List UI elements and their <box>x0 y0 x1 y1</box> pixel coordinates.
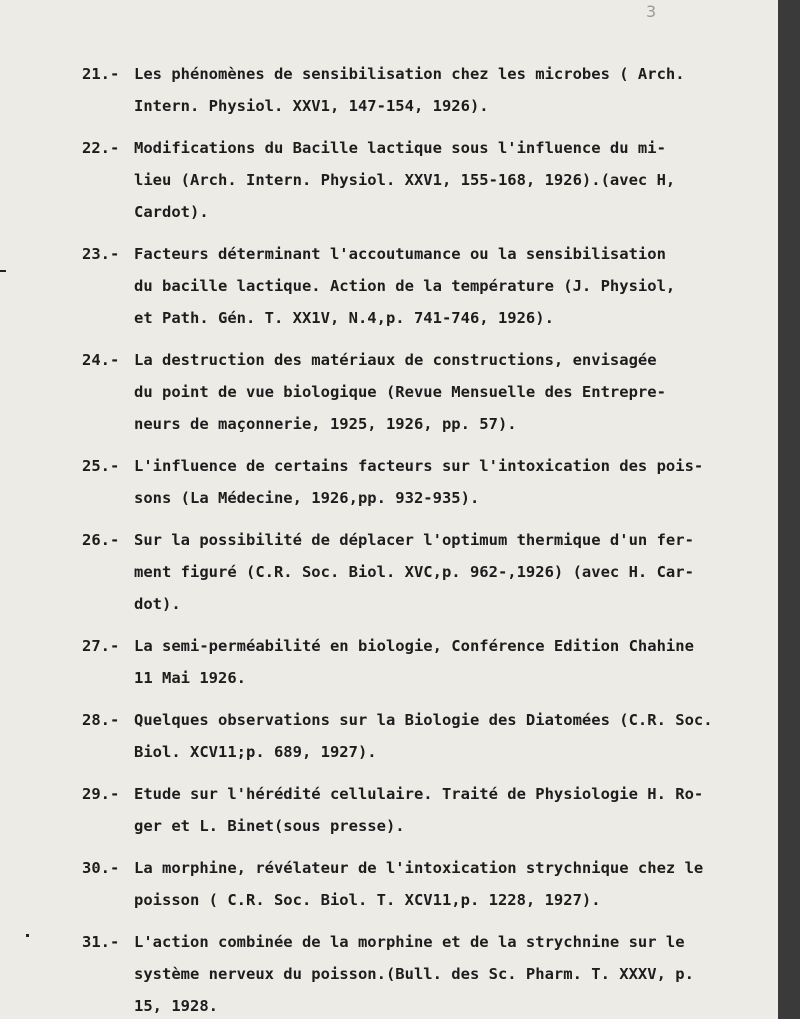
entry-number: 28.- <box>82 711 120 729</box>
entry-number: 29.- <box>82 785 120 803</box>
entry-line: Facteurs déterminant l'accoutumance ou la sensibilisation <box>134 245 666 263</box>
entry-text <box>134 344 774 440</box>
bibliography-entry <box>0 450 778 514</box>
bibliography-entry <box>0 852 778 916</box>
bibliography-entry <box>0 58 778 122</box>
entry-line: du bacille lactique. Action de la température (J. Physiol, <box>134 277 676 295</box>
entry-line: sons (La Médecine, 1926,pp. 932-935). <box>134 489 480 507</box>
entry-text <box>134 852 774 916</box>
bibliography-entry <box>0 238 778 334</box>
entry-number: 25.- <box>82 457 120 475</box>
bibliography-entry <box>0 778 778 842</box>
entry-line: Sur la possibilité de déplacer l'optimum thermique d'un fer- <box>134 531 694 549</box>
entry-number: 31.- <box>82 933 120 951</box>
entry-line: 15, 1928. <box>134 997 218 1015</box>
entry-number: 27.- <box>82 637 120 655</box>
bibliography-entry <box>0 704 778 768</box>
entry-line: L'action combinée de la morphine et de la strychnine sur le <box>134 933 685 951</box>
entry-number: 24.- <box>82 351 120 369</box>
entry-line: La semi-perméabilité en biologie, Conférence Edition Chahine <box>134 637 694 655</box>
entry-number: 23.- <box>82 245 120 263</box>
entry-text <box>134 58 774 122</box>
entry-line: Modifications du Bacille lactique sous l'influence du mi- <box>134 139 666 157</box>
entry-number: 22.- <box>82 139 120 157</box>
entry-line: Biol. XCV11;p. 689, 1927). <box>134 743 377 761</box>
entry-line: ment figuré (C.R. Soc. Biol. XVC,p. 962-,1926) (avec H. Car- <box>134 563 694 581</box>
entry-line: poisson ( C.R. Soc. Biol. T. XCV11,p. 1228, 1927). <box>134 891 601 909</box>
page-number: 3 <box>646 2 657 21</box>
entry-line: lieu (Arch. Intern. Physiol. XXV1, 155-168, 1926).(avec H, <box>134 171 676 189</box>
entry-line: La destruction des matériaux de constructions, envisagée <box>134 351 657 369</box>
entry-line: du point de vue biologique (Revue Mensuelle des Entrepre- <box>134 383 666 401</box>
bibliography-entry <box>0 344 778 440</box>
entry-number: 26.- <box>82 531 120 549</box>
entry-number: 21.- <box>82 65 120 83</box>
entry-line: système nerveux du poisson.(Bull. des Sc. Pharm. T. XXXV, p. <box>134 965 694 983</box>
entry-line: Cardot). <box>134 203 209 221</box>
entry-line: Etude sur l'hérédité cellulaire. Traité de Physiologie H. Ro- <box>134 785 704 803</box>
entry-text <box>134 704 774 768</box>
entry-line: dot). <box>134 595 181 613</box>
entry-text <box>134 132 774 228</box>
entry-number: 30.- <box>82 859 120 877</box>
entry-line: L'influence de certains facteurs sur l'intoxication des pois- <box>134 457 704 475</box>
bibliography-entry <box>0 630 778 694</box>
entry-line: et Path. Gén. T. XX1V, N.4,p. 741-746, 1926). <box>134 309 554 327</box>
entry-line: Quelques observations sur la Biologie des Diatomées (C.R. Soc. <box>134 711 713 729</box>
entry-line: Les phénomènes de sensibilisation chez les microbes ( Arch. <box>134 65 685 83</box>
entry-line: La morphine, révélateur de l'intoxication strychnique chez le <box>134 859 704 877</box>
entry-line: ger et L. Binet(sous presse). <box>134 817 405 835</box>
entry-text <box>134 524 774 620</box>
entry-text <box>134 926 774 1019</box>
bibliography-list <box>0 58 778 1019</box>
entry-text <box>134 238 774 334</box>
entry-text <box>134 630 774 694</box>
entry-text <box>134 450 774 514</box>
bibliography-entry <box>0 524 778 620</box>
entry-line: Intern. Physiol. XXV1, 147-154, 1926). <box>134 97 489 115</box>
bibliography-entry <box>0 926 778 1019</box>
entry-line: 11 Mai 1926. <box>134 669 246 687</box>
entry-line: neurs de maçonnerie, 1925, 1926, pp. 57). <box>134 415 517 433</box>
bibliography-entry <box>0 132 778 228</box>
entry-text <box>134 778 774 842</box>
